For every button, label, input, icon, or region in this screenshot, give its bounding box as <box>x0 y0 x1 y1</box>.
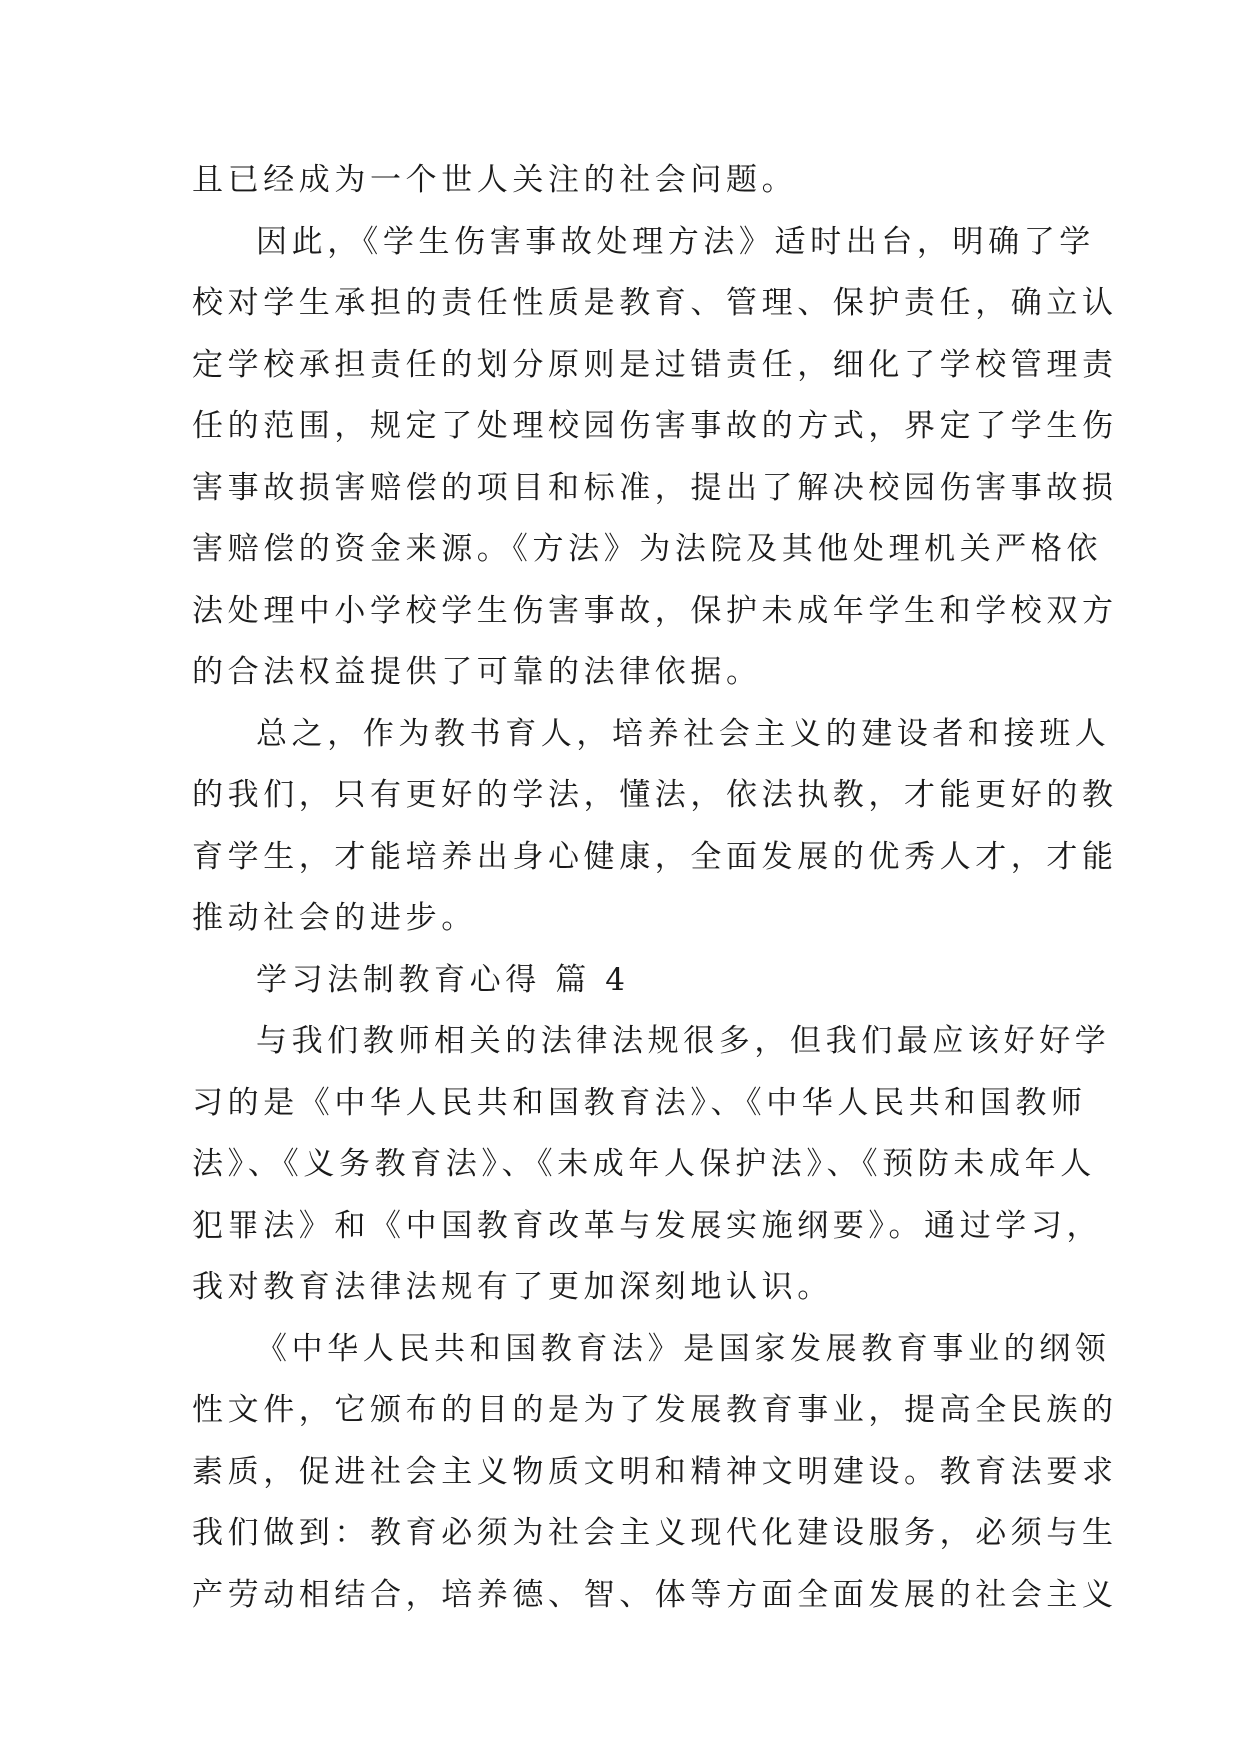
paragraph-line: 习的是《中华人民共和国教育法》、《中华人民共和国教师 <box>192 1084 1087 1121</box>
paragraph-line: 的我们，只有更好的学法，懂法，依法执教，才能更好的教 <box>192 777 1118 813</box>
paragraph-line: 害事故损害赔偿的项目和标准，提出了解决校园伤害事故损 <box>192 469 1118 506</box>
paragraph-line: 育学生，才能培养出身心健康，全面发展的优秀人才，才能 <box>192 838 1118 875</box>
paragraph-line: 素质，促进社会主义物质文明和精神文明建设。教育法要求 <box>192 1453 1118 1490</box>
paragraph-line: 的合法权益提供了可靠的法律依据。 <box>192 654 762 690</box>
paragraph-line: 我对教育法律法规有了更加深刻地认识。 <box>192 1269 833 1305</box>
paragraph-line: 犯罪法》和《中国教育改革与发展实施纲要》。通过学习， <box>192 1207 1103 1244</box>
paragraph-line: 校对学生承担的责任性质是教育、管理、保护责任，确立认 <box>192 285 1118 321</box>
paragraph-line: 定学校承担责任的划分原则是过错责任，细化了学校管理责 <box>192 346 1118 383</box>
paragraph-line: 因此，《学生伤害事故处理方法》适时出台，明确了学 <box>256 223 1095 260</box>
paragraph-line: 我们做到：教育必须为社会主义现代化建设服务，必须与生 <box>192 1515 1118 1551</box>
paragraph-line: 推动社会的进步。 <box>192 900 477 936</box>
document-body <box>192 150 1118 1626</box>
paragraph-line: 性文件，它颁布的目的是为了发展教育事业，提高全民族的 <box>192 1392 1118 1428</box>
paragraph-line: 与我们教师相关的法律法规很多，但我们最应该好好学 <box>256 1023 1111 1059</box>
paragraph-line: 且已经成为一个世人关注的社会问题。 <box>192 162 798 198</box>
section-heading: 学习法制教育心得 篇 4 <box>256 961 630 998</box>
paragraph-line: 法》、《义务教育法》、《未成年人保护法》、《预防未成年人 <box>192 1146 1096 1182</box>
paragraph-line: 总之，作为教书育人，培养社会主义的建设者和接班人 <box>256 715 1111 752</box>
paragraph-line: 任的范围，规定了处理校园伤害事故的方式，界定了学生伤 <box>192 408 1118 444</box>
paragraph-line: 《中华人民共和国教育法》是国家发展教育事业的纲领 <box>256 1330 1111 1367</box>
paragraph-line: 产劳动相结合，培养德、智、体等方面全面发展的社会主义 <box>192 1576 1118 1613</box>
paragraph-line: 法处理中小学校学生伤害事故，保护未成年学生和学校双方 <box>192 592 1118 629</box>
paragraph-line: 害赔偿的资金来源。《方法》为法院及其他处理机关严格依 <box>192 531 1103 567</box>
